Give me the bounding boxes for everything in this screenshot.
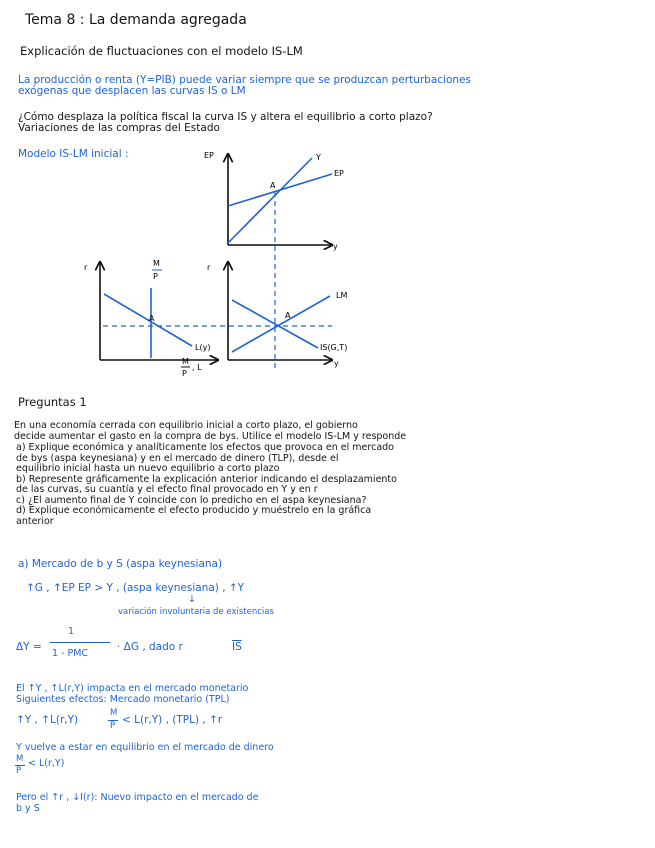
question-text: ¿Cómo desplaza la política fiscal la curva IS y altera el equilibrio a corto plazo? Variaciones de las compras del Estado	[18, 111, 433, 134]
intro-text: La producción o renta (Y=PIB) puede variar siempre que se produzcan perturbaciones exógenas que desplacen las curvas IS o LM	[18, 74, 471, 97]
lm-label: LM	[336, 291, 348, 300]
y-axis-islm-label: y	[334, 359, 339, 368]
multiplier-rhs: · ΔG , dado r	[117, 641, 183, 653]
question-d: d) Explique económicamente el efecto producido y muéstrelo en la gráfica anterior	[16, 505, 372, 527]
line2-frac-num: M	[110, 708, 118, 718]
frac2-num: M	[16, 754, 24, 764]
fraction-bar	[50, 642, 110, 643]
model-label: Modelo IS-LM inicial :	[18, 148, 129, 160]
r-axis-money-label: r	[84, 263, 88, 272]
curve-ep-label: EP	[334, 169, 344, 178]
supply-label-bottom: P	[153, 272, 158, 281]
demand-label: L(y)	[195, 343, 211, 352]
curve-y-label: Y	[316, 153, 321, 162]
curve-ep	[228, 174, 332, 206]
question-b: b) Represente gráficamente la explicación anterior indicando el desplazamiento de las curvas, su cuantía y el efecto final provocado en Y y en r	[16, 473, 397, 495]
keynesian-cross-graph	[204, 151, 344, 368]
answer-line-1: ↑G , ↑EP EP > Y , (aspa keynesiana) , ↑Y	[26, 582, 245, 594]
point-a-islm-label: A	[285, 311, 291, 320]
section-heading: Explicación de fluctuaciones con el modelo IS-LM	[20, 44, 303, 58]
x-label-suffix: , L	[192, 363, 202, 372]
x-label-bottom: P	[182, 369, 187, 378]
question-list	[16, 443, 397, 527]
r-axis-islm-label: r	[207, 263, 211, 272]
multiplier-denominator: 1 - PMC	[52, 648, 89, 659]
ep-axis-label: EP	[204, 151, 214, 160]
line2-frac-den: P	[110, 721, 116, 731]
multiplier-is: $\overline{IS}$	[232, 641, 242, 653]
money-demand-curve	[104, 294, 192, 346]
point-a-money-label: A	[149, 314, 155, 323]
is-label: IS(G,T)	[320, 343, 348, 352]
point-a-label: A	[270, 181, 276, 190]
supply-label-top: M	[153, 259, 160, 268]
problem-statement: En una economía cerrada con equilibrio inicial a corto plazo, el gobierno decide aumentar el gasto en la compra de bys. Utilice el modelo IS-LM y responde	[14, 420, 407, 442]
answer-a-heading: a) Mercado de b y S (aspa keynesiana)	[18, 558, 223, 570]
multiplier-numerator: 1	[68, 626, 75, 637]
x-label-top: M	[182, 357, 189, 366]
answer-line-2-left: ↑Y , ↑L(r,Y)	[16, 714, 79, 726]
y-axis-label: y	[333, 242, 338, 251]
question-c: c) ¿El aumento final de Y coincide con lo predicho en el aspa keynesiana?	[16, 494, 367, 506]
curve-y	[228, 158, 312, 243]
multiplier-lhs: ΔY =	[16, 641, 42, 653]
islm-graph	[207, 262, 347, 368]
questions-heading: Preguntas 1	[18, 395, 87, 409]
question-a: a) Explique económica y analíticamente los efectos que provoca en el mercado de bys (aspa keynesiana) y en el mercado de dinero (TLP), desde el equilibrio inicial hasta un nuevo equilibrio a corto plazo	[16, 442, 394, 474]
answer-line-2-right: < L(r,Y) , (TPL) , ↑r	[122, 714, 223, 726]
frac2-den: P	[16, 766, 22, 776]
answer-line-1-note: variación involuntaria de existencias	[118, 607, 274, 617]
arrow-down-icon: ↓	[188, 594, 196, 605]
answer-text-2: Y vuelve a estar en equilibrio en el mercado de dinero	[16, 742, 274, 753]
answer-text-2b: < L(r,Y)	[28, 758, 65, 769]
lm-curve	[232, 296, 330, 352]
answer-text-3: Pero el ↑r , ↓I(r): Nuevo impacto en el mercado de b y S	[16, 792, 259, 814]
answer-text-1: El ↑Y , ↑L(r,Y) impacta en el mercado monetario Siguientes efectos: Mercado monetario (TPL)	[16, 683, 249, 705]
page-title: Tema 8 : La demanda agregada	[25, 12, 247, 28]
